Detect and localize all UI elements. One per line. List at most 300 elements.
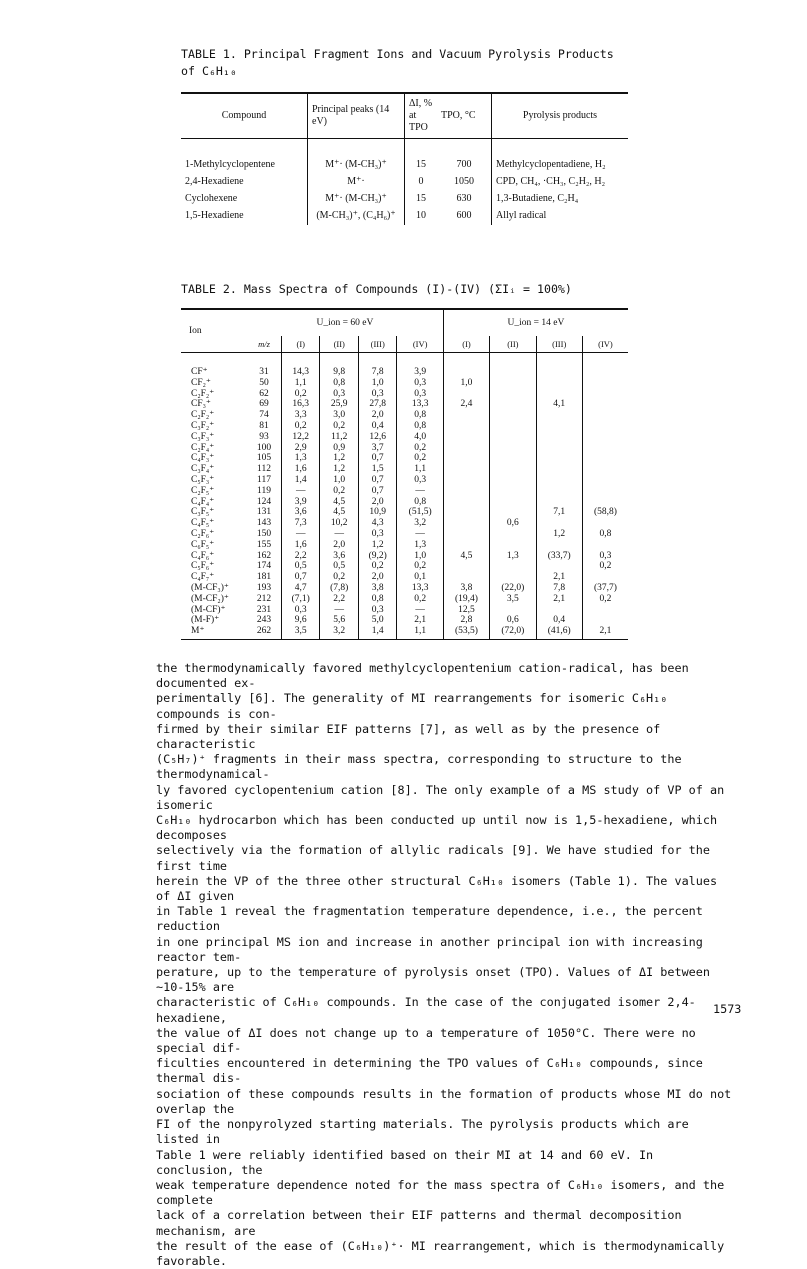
t2-cell-60: 0,7 — [282, 572, 320, 583]
t2-cell-60: 0,8 — [397, 421, 443, 432]
t2-header-60-c4: (IV) — [397, 336, 443, 353]
t1-header-tpo: TPO, °C — [437, 93, 492, 139]
t2-cell-ion: C₂F₆⁺ — [191, 528, 215, 539]
t2-cell-60: 4,5 — [320, 507, 358, 518]
t2-cell-14 — [582, 389, 628, 400]
t2-cell-14: 0,8 — [582, 529, 628, 540]
t2-cell-14 — [582, 497, 628, 508]
t2-cell-14 — [536, 475, 582, 486]
t1-cell-delta: 15 — [405, 191, 438, 208]
t2-cell-14 — [490, 529, 536, 540]
t2-cell-mz: 155 — [256, 539, 272, 550]
t2-cell-mz: 243 — [256, 615, 272, 626]
table2-row — [181, 453, 628, 464]
t2-cell-60: 0,1 — [397, 572, 443, 583]
t2-cell-14: (41,6) — [536, 626, 582, 639]
t2-cell-14: 2,1 — [582, 626, 628, 639]
t2-cell-14 — [536, 453, 582, 464]
t2-cell-ion: C₆F₅⁺ — [191, 539, 215, 550]
t2-header-14-c4: (IV) — [582, 336, 628, 353]
t2-header-60-c3: (III) — [358, 336, 396, 353]
t2-cell-60: — — [397, 605, 443, 616]
body-line: ficulties encountered in determining the TPO values of C₆H₁₀ compounds, since thermal dis- — [156, 1056, 703, 1086]
t2-cell-mz: 100 — [256, 442, 272, 453]
t2-cell-14 — [443, 421, 489, 432]
t2-cell-ion: C₃F₄⁺ — [191, 464, 215, 475]
t1-cell-products: CPD, CH₄, ·CH₃, C₂H₂, H₂ — [492, 174, 629, 191]
t2-header-14-c1: (I) — [443, 336, 489, 353]
body-line: weak temperature dependence noted for the mass spectra of C₆H₁₀ isomers, and the complete — [156, 1177, 725, 1208]
t2-cell-60: (7,8) — [320, 583, 358, 594]
t2-cell-14: 0,4 — [536, 615, 582, 626]
t2-cell-14: 1,0 — [443, 378, 489, 389]
t2-cell-60: 3,9 — [397, 353, 443, 378]
t2-cell-14 — [536, 410, 582, 421]
t2-cell-14 — [490, 443, 536, 454]
t2-cell-ion: C₄F₇⁺ — [191, 572, 215, 583]
t2-cell-60: 7,3 — [282, 518, 320, 529]
t1-cell-delta: 0 — [405, 174, 438, 191]
table2-row — [181, 432, 628, 443]
t2-cell-14: 2,8 — [443, 615, 489, 626]
t2-cell-14: 3,5 — [490, 594, 536, 605]
t2-cell-mz: 181 — [256, 572, 272, 583]
table2-row — [181, 529, 628, 540]
t2-cell-14 — [536, 518, 582, 529]
t1-header-peaks: Principal peaks (14 eV) — [308, 93, 405, 139]
t2-header-ion: Ion — [181, 309, 247, 353]
t2-cell-60: 10,9 — [358, 507, 396, 518]
t2-cell-14 — [536, 432, 582, 443]
t2-cell-60: 9,8 — [320, 353, 358, 378]
t2-cell-60: 0,7 — [358, 486, 396, 497]
t2-cell-60: 0,8 — [358, 594, 396, 605]
t2-cell-14 — [490, 389, 536, 400]
table1-row — [181, 208, 628, 225]
t2-cell-mz: 193 — [256, 582, 272, 593]
t1-cell-tpo: 600 — [456, 210, 472, 221]
t2-cell-mz: 174 — [256, 561, 272, 572]
t2-cell-ion: C₃F₅⁺ — [191, 507, 215, 518]
t2-cell-14 — [536, 389, 582, 400]
t2-cell-14 — [536, 464, 582, 475]
t2-cell-60: 13,3 — [397, 399, 443, 410]
t2-cell-60: 3,8 — [358, 583, 396, 594]
table2-caption: TABLE 2. Mass Spectra of Compounds (I)-(IV) (ΣIᵢ = 100%) — [181, 282, 572, 296]
table2-row — [181, 551, 628, 562]
t2-cell-mz: 112 — [257, 464, 271, 475]
t2-cell-60: 0,2 — [320, 572, 358, 583]
t1-cell-delta: 15 — [405, 139, 438, 175]
t2-header-60ev: U_ion = 60 eV — [247, 309, 443, 336]
table1-row — [181, 174, 628, 191]
t2-cell-ion: C₄F₆⁺ — [191, 550, 215, 561]
body-line: the value of ΔI does not change up to a temperature of 1050°C. There were no special dif- — [156, 1025, 696, 1056]
t2-cell-ion: CF₃⁺ — [191, 399, 211, 410]
t2-cell-14 — [490, 605, 536, 616]
body-text — [156, 661, 736, 1269]
t2-header-14ev: U_ion = 14 eV — [443, 309, 628, 336]
t1-cell-compound: 1,5-Hexadiene — [185, 210, 244, 221]
t2-cell-60: 1,3 — [282, 453, 320, 464]
t2-cell-14 — [490, 497, 536, 508]
t2-cell-60: 4,3 — [358, 518, 396, 529]
t2-cell-14 — [490, 486, 536, 497]
table2-row — [181, 626, 628, 639]
t2-cell-14: 1,3 — [490, 551, 536, 562]
t2-cell-60: 1,0 — [358, 378, 396, 389]
t2-cell-60: 0,2 — [320, 421, 358, 432]
t2-cell-ion: C₂F₅⁺ — [191, 485, 215, 496]
t1-header-products: Pyrolysis products — [492, 93, 629, 139]
t2-cell-14 — [536, 540, 582, 551]
t2-cell-14: (22,0) — [490, 583, 536, 594]
body-line: the result of the ease of (C₆H₁₀)⁺· MI rearrangement, which is thermodynamically favorable. — [156, 1238, 725, 1268]
t2-cell-14 — [443, 507, 489, 518]
t2-cell-60: 3,6 — [320, 551, 358, 562]
body-line: FI of the nonpyrolyzed starting materials. The pyrolysis products which are listed in — [156, 1117, 689, 1147]
t2-cell-14 — [536, 421, 582, 432]
t2-cell-60: 0,7 — [358, 475, 396, 486]
t2-header-14-c3: (III) — [536, 336, 582, 353]
t2-cell-14 — [443, 464, 489, 475]
t2-cell-mz: 62 — [259, 388, 269, 399]
t2-cell-60: 3,2 — [397, 518, 443, 529]
table2-row — [181, 497, 628, 508]
table1-row — [181, 139, 628, 175]
table2-row — [181, 475, 628, 486]
t2-cell-14 — [582, 572, 628, 583]
t2-cell-14 — [582, 453, 628, 464]
t2-cell-60: 3,9 — [282, 497, 320, 508]
t2-cell-14 — [582, 443, 628, 454]
t2-cell-60: 0,2 — [358, 561, 396, 572]
t2-cell-60: 0,3 — [358, 529, 396, 540]
t2-cell-14 — [490, 464, 536, 475]
t2-cell-14 — [582, 486, 628, 497]
t2-cell-60: 0,3 — [397, 378, 443, 389]
t2-cell-60: 0,2 — [282, 389, 320, 400]
t2-cell-14 — [582, 410, 628, 421]
table2-row — [181, 353, 628, 378]
t2-cell-14 — [490, 453, 536, 464]
t2-cell-14: (19,4) — [443, 594, 489, 605]
t1-cell-products: Methylcyclopentadiene, H₂ — [492, 139, 629, 175]
t2-cell-mz: 119 — [257, 485, 271, 496]
t2-cell-14 — [443, 353, 489, 378]
t2-cell-60: 0,5 — [320, 561, 358, 572]
t2-cell-14 — [582, 399, 628, 410]
t2-cell-60: 1,0 — [320, 475, 358, 486]
t2-cell-14 — [443, 540, 489, 551]
t2-cell-60: 0,2 — [320, 486, 358, 497]
t2-cell-14: 4,1 — [536, 399, 582, 410]
t2-cell-60: 7,8 — [358, 353, 396, 378]
t1-header-compound: Compound — [181, 93, 308, 139]
t2-cell-ion: C₃F₃⁺ — [191, 431, 215, 442]
t2-cell-14: 0,2 — [582, 561, 628, 572]
body-line: lack of a correlation between their EIF patterns and thermal decomposition mechanism, are — [156, 1208, 682, 1238]
table2 — [181, 308, 628, 640]
t2-cell-mz: 162 — [256, 550, 272, 561]
t2-cell-ion: C₄F₄⁺ — [191, 496, 215, 507]
t2-cell-60: 2,0 — [358, 497, 396, 508]
t2-cell-14: 2,1 — [536, 594, 582, 605]
t2-cell-14: 0,6 — [490, 518, 536, 529]
t2-cell-60: 4,7 — [282, 583, 320, 594]
table2-row — [181, 540, 628, 551]
t1-cell-tpo: 630 — [456, 193, 472, 204]
t2-cell-ion: C₅F₆⁺ — [191, 561, 215, 572]
t2-cell-60: 13,3 — [397, 583, 443, 594]
t2-cell-ion: C₅F₃⁺ — [191, 474, 215, 485]
t2-cell-14 — [582, 353, 628, 378]
t2-cell-60: 0,3 — [320, 389, 358, 400]
t2-cell-60: 0,8 — [397, 410, 443, 421]
t2-cell-14 — [582, 615, 628, 626]
t2-cell-14: (72,0) — [490, 626, 536, 639]
t2-cell-60: (7,1) — [282, 594, 320, 605]
t2-cell-60: 0,5 — [282, 561, 320, 572]
t2-cell-60: 1,4 — [282, 475, 320, 486]
t2-cell-60: 5,0 — [358, 615, 396, 626]
t2-cell-mz: 74 — [259, 410, 269, 421]
t2-cell-ion: (M-CF₂)⁺ — [191, 593, 229, 604]
t2-cell-14: 12,5 — [443, 605, 489, 616]
t2-cell-60: 1,2 — [358, 540, 396, 551]
t2-cell-60: 1,6 — [282, 540, 320, 551]
t2-cell-14 — [443, 389, 489, 400]
t2-cell-60: 10,2 — [320, 518, 358, 529]
t2-cell-14: 0,6 — [490, 615, 536, 626]
table2-row — [181, 486, 628, 497]
t2-cell-60: 9,6 — [282, 615, 320, 626]
t1-cell-peaks: M⁺· (M-CH₃)⁺ — [308, 191, 405, 208]
t2-cell-60: 2,2 — [282, 551, 320, 562]
t1-cell-compound: 2,4-Hexadiene — [185, 176, 244, 187]
t2-cell-14 — [536, 497, 582, 508]
t2-cell-14 — [536, 561, 582, 572]
t2-cell-mz: 93 — [259, 431, 269, 442]
t1-cell-peaks: M⁺· — [308, 174, 405, 191]
t2-cell-60: 1,2 — [320, 453, 358, 464]
body-line: perature, up to the temperature of pyrolysis onset (TPO). Values of ΔI between ~10-15% are — [156, 965, 710, 995]
table2-row — [181, 378, 628, 389]
body-line: sociation of these compounds results in the formation of products whose MI do not overlap the — [156, 1086, 732, 1116]
body-line: C₆H₁₀ hydrocarbon which has been conducted up until now is 1,5-hexadiene, which decomposes — [156, 813, 718, 843]
t1-cell-peaks: (M-CH₃)⁺, (C₄H₆)⁺ — [308, 208, 405, 225]
t2-cell-14 — [582, 475, 628, 486]
t2-cell-60: 0,2 — [397, 453, 443, 464]
t2-cell-14 — [490, 410, 536, 421]
t2-cell-mz: 117 — [257, 474, 271, 485]
t1-cell-delta: 10 — [405, 208, 438, 225]
t2-cell-60: 1,0 — [397, 551, 443, 562]
table2-row — [181, 507, 628, 518]
t2-cell-14: (53,5) — [443, 626, 489, 639]
t2-cell-60: 1,4 — [358, 626, 396, 639]
t2-cell-60: (51,5) — [397, 507, 443, 518]
table2-row — [181, 399, 628, 410]
t2-cell-mz: 31 — [259, 367, 269, 377]
t2-cell-14 — [443, 453, 489, 464]
t2-header-14-c2: (II) — [490, 336, 536, 353]
t2-cell-60: 0,8 — [320, 378, 358, 389]
t2-cell-60: — — [320, 529, 358, 540]
t2-cell-14 — [490, 421, 536, 432]
t2-cell-60: 4,5 — [320, 497, 358, 508]
t2-cell-mz: 262 — [247, 626, 282, 639]
t2-cell-14: 4,5 — [443, 551, 489, 562]
t2-cell-ion: (M-CF)⁺ — [191, 604, 226, 615]
t2-cell-60: 1,2 — [320, 464, 358, 475]
t2-cell-60: 5,6 — [320, 615, 358, 626]
t2-cell-14 — [443, 518, 489, 529]
table2-row — [181, 615, 628, 626]
t2-cell-60: 0,3 — [358, 389, 396, 400]
t2-cell-14 — [536, 378, 582, 389]
body-line: characteristic of C₆H₁₀ compounds. In the case of the conjugated isomer 2,4-hexadiene, — [156, 995, 696, 1025]
t2-cell-60: 0,9 — [320, 443, 358, 454]
t1-cell-tpo: 700 — [456, 159, 472, 170]
t2-cell-14 — [490, 432, 536, 443]
t2-cell-14 — [582, 378, 628, 389]
t2-cell-ion: C₂F₂⁺ — [191, 388, 215, 399]
t1-cell-tpo: 1050 — [454, 176, 474, 187]
t2-cell-60: 12,2 — [282, 432, 320, 443]
t2-cell-14: 3,8 — [443, 583, 489, 594]
t2-cell-mz: 212 — [256, 593, 272, 604]
t2-cell-60: 14,3 — [282, 353, 320, 378]
t2-cell-14: (33,7) — [536, 551, 582, 562]
t2-cell-mz: 50 — [259, 377, 269, 388]
t2-cell-60: 2,1 — [397, 615, 443, 626]
t2-cell-60: 2,0 — [358, 410, 396, 421]
t2-cell-60: — — [397, 529, 443, 540]
t2-cell-60: 1,1 — [397, 464, 443, 475]
t2-cell-14: 2,1 — [536, 572, 582, 583]
t2-cell-60: 0,2 — [282, 421, 320, 432]
t2-cell-ion: C₂F₄⁺ — [191, 442, 215, 453]
t2-cell-60: 11,2 — [320, 432, 358, 443]
t2-cell-60: 0,2 — [397, 561, 443, 572]
t1-cell-products: 1,3-Butadiene, C₂H₄ — [492, 191, 629, 208]
t2-cell-60: 2,9 — [282, 443, 320, 454]
t1-cell-peaks: M⁺· (M-CH₃)⁺ — [308, 139, 405, 175]
t2-cell-14 — [490, 399, 536, 410]
t2-cell-60: 3,3 — [282, 410, 320, 421]
t2-cell-14: 2,4 — [443, 399, 489, 410]
body-line: Table 1 were reliably identified based on their MI at 14 and 60 eV. In conclusion, the — [156, 1147, 654, 1177]
t2-cell-14 — [443, 497, 489, 508]
table2-row — [181, 572, 628, 583]
t2-cell-60: 0,3 — [282, 605, 320, 616]
t2-cell-14 — [443, 432, 489, 443]
body-line: selectively via the formation of allylic radicals [9]. We have studied for the first time — [156, 843, 710, 873]
body-line: (C₅H₇)⁺ fragments in their mass spectra, corresponding to structure to the thermodynamical- — [156, 752, 682, 782]
t2-cell-14 — [490, 507, 536, 518]
t2-cell-mz: 105 — [256, 453, 272, 464]
t2-cell-60: 12,6 — [358, 432, 396, 443]
t2-cell-60: 1,3 — [397, 540, 443, 551]
t2-cell-14 — [443, 410, 489, 421]
table2-row — [181, 561, 628, 572]
t2-cell-14 — [536, 605, 582, 616]
t2-cell-14: 7,1 — [536, 507, 582, 518]
t2-cell-14 — [443, 572, 489, 583]
t2-cell-14 — [582, 518, 628, 529]
t2-cell-14 — [443, 529, 489, 540]
body-line: ly favored cyclopentenium cation [8]. The only example of a MS study of VP of an isomeric — [156, 782, 725, 812]
t2-cell-60: 1,1 — [397, 626, 443, 639]
t2-cell-60: 1,6 — [282, 464, 320, 475]
t2-cell-60: — — [397, 486, 443, 497]
t2-cell-ion: C₄F₅⁺ — [191, 518, 215, 529]
t2-cell-60: 0,3 — [397, 475, 443, 486]
table2-row — [181, 410, 628, 421]
t1-cell-compound: 1-Methylcyclopentene — [185, 159, 275, 170]
t2-header-mz: m/z — [247, 336, 282, 353]
table2-row — [181, 443, 628, 454]
body-line: perimentally [6]. The generality of MI rearrangements for isomeric C₆H₁₀ compounds is con- — [156, 691, 668, 721]
t2-cell-14 — [490, 353, 536, 378]
t1-cell-compound: Cyclohexene — [185, 193, 238, 204]
t2-cell-60: 3,5 — [282, 626, 320, 639]
table1-row — [181, 191, 628, 208]
t2-cell-60: 0,2 — [397, 443, 443, 454]
t2-cell-ion: CF⁺ — [191, 367, 208, 377]
t2-cell-60: 1,5 — [358, 464, 396, 475]
t2-cell-60: 1,1 — [282, 378, 320, 389]
t2-cell-mz: 124 — [256, 496, 272, 507]
t2-cell-14 — [490, 475, 536, 486]
t2-cell-mz: 81 — [259, 420, 269, 431]
t2-cell-ion: M⁺ — [181, 626, 247, 639]
t2-cell-14: 1,2 — [536, 529, 582, 540]
t2-cell-14 — [582, 421, 628, 432]
t2-cell-60: — — [282, 529, 320, 540]
t2-cell-ion: C₄F₃⁺ — [191, 453, 215, 464]
t2-cell-14 — [490, 561, 536, 572]
t2-cell-14: (58,8) — [582, 507, 628, 518]
t2-cell-14 — [443, 486, 489, 497]
t2-cell-14 — [582, 540, 628, 551]
t2-cell-60: 2,0 — [358, 572, 396, 583]
t2-cell-14: 7,8 — [536, 583, 582, 594]
t2-cell-60: 2,2 — [320, 594, 358, 605]
table2-row — [181, 594, 628, 605]
body-line: in Table 1 reveal the fragmentation temperature dependence, i.e., the percent reduction — [156, 904, 703, 934]
t2-cell-14 — [490, 540, 536, 551]
t2-header-60-c1: (I) — [282, 336, 320, 353]
t2-cell-60: — — [320, 605, 358, 616]
table2-row — [181, 583, 628, 594]
t2-header-60-c2: (II) — [320, 336, 358, 353]
t2-cell-14 — [582, 605, 628, 616]
t2-cell-mz: 69 — [259, 399, 269, 410]
table2-row — [181, 518, 628, 529]
t2-cell-ion: CF₂⁺ — [191, 377, 211, 388]
t2-cell-14 — [443, 561, 489, 572]
t2-cell-60: 3,0 — [320, 410, 358, 421]
t2-cell-14 — [490, 572, 536, 583]
body-line: firmed by their similar EIF patterns [7], as well as by the presence of characteristic — [156, 721, 661, 752]
table1-caption: TABLE 1. Principal Fragment Ions and Vacuum Pyrolysis Products of C₆H₁₀ — [181, 47, 614, 78]
t2-cell-60: 0,3 — [397, 389, 443, 400]
t2-cell-60: 25,9 — [320, 399, 358, 410]
t2-cell-14 — [536, 486, 582, 497]
t2-cell-ion: (M-CF₃)⁺ — [191, 582, 229, 593]
